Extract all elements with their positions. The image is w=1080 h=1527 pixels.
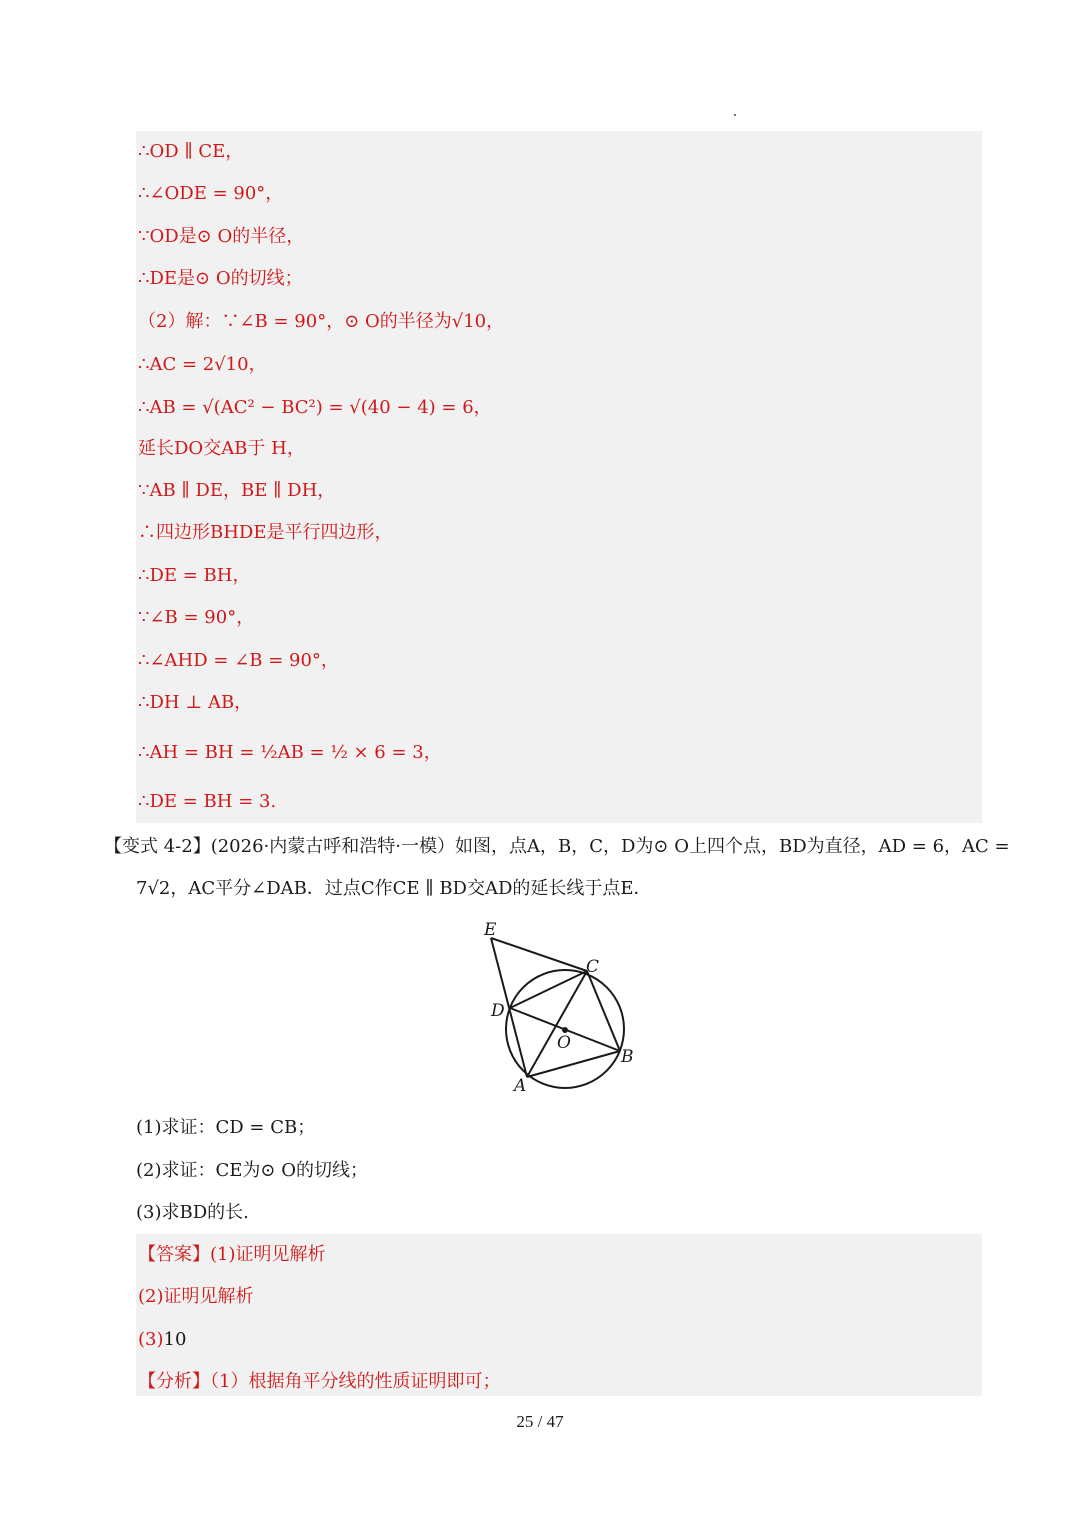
answer-part-3-text: 10 xyxy=(163,1329,187,1350)
analysis-text: （1）根据角平分线的性质证明即可； xyxy=(210,1371,501,1392)
problem-line-1: 【变式 4-2】(2026·内蒙古呼和浩特·一模）如图，点A，B，C，D为⊙ O上四个点，BD为直径，AD = 6，AC = xyxy=(104,836,1010,857)
page-number: 25 / 47 xyxy=(516,1412,564,1431)
label-c: C xyxy=(586,957,600,977)
question-2: (2)求证：CE为⊙ O的切线； xyxy=(136,1160,368,1181)
solution-line: ∴DE是⊙ O的切线； xyxy=(138,268,303,289)
analysis-tag: 【分析】 xyxy=(138,1371,210,1392)
answer-line-1 xyxy=(138,1240,326,1270)
label-o: O xyxy=(557,1033,571,1053)
solution-line: ∴四边形BHDE是平行四边形， xyxy=(138,522,393,543)
solution-line: ∴DE = BH， xyxy=(138,565,251,586)
label-b: B xyxy=(621,1047,634,1067)
answer-part-1: (1)证明见解析 xyxy=(210,1244,326,1265)
solution-line: ∴AC = 2√10， xyxy=(138,354,267,375)
label-d: D xyxy=(491,1001,505,1021)
solution-line: ∴∠ODE = 90°， xyxy=(138,183,284,204)
solution-line: ∴OD ∥ CE， xyxy=(138,141,244,162)
solution-line: ∵AB ∥ DE，BE ∥ DH， xyxy=(138,480,336,501)
solution-line: ∴DH ⊥ AB， xyxy=(138,692,253,713)
solution-line: ∵OD是⊙ O的半径， xyxy=(138,226,305,247)
geometry-figure xyxy=(470,915,650,1100)
question-1: (1)求证：CD = CB； xyxy=(136,1117,316,1138)
answer-line-3 xyxy=(138,1325,186,1355)
answer-line-2 xyxy=(138,1282,254,1312)
solution-line: ∴∠AHD = ∠B = 90°， xyxy=(138,650,339,671)
analysis-line xyxy=(138,1367,500,1397)
segment-ec xyxy=(491,938,587,971)
answer-tag: 【答案】 xyxy=(138,1244,210,1265)
solution-line: ∴AH = BH = ½AB = ½ × 6 = 3， xyxy=(138,742,442,763)
problem-line-2: 7√2，AC平分∠DAB．过点C作CE ∥ BD交AD的延长线于点E． xyxy=(136,878,652,899)
segment-ac xyxy=(527,971,587,1077)
answer-part-2-text: 证明见解析 xyxy=(163,1286,254,1307)
solution-line: 延长DO交AB于 H， xyxy=(138,438,305,459)
speck xyxy=(734,114,736,116)
label-e: E xyxy=(484,920,497,940)
answer-part-3-num: (3) xyxy=(138,1329,164,1350)
question-3: (3)求BD的长. xyxy=(136,1202,249,1223)
solution-line: （2）解：∵∠B = 90°，⊙ O的半径为√10， xyxy=(138,311,505,332)
solution-line: ∴AB = √(AC² − BC²) = √(40 − 4) = 6， xyxy=(138,397,492,418)
solution-line: ∵∠B = 90°， xyxy=(138,607,255,628)
solution-line: ∴DE = BH = 3. xyxy=(138,791,277,812)
segment-ab xyxy=(527,1051,620,1077)
answer-part-2-num: (2) xyxy=(138,1286,164,1307)
label-a: A xyxy=(514,1076,527,1096)
